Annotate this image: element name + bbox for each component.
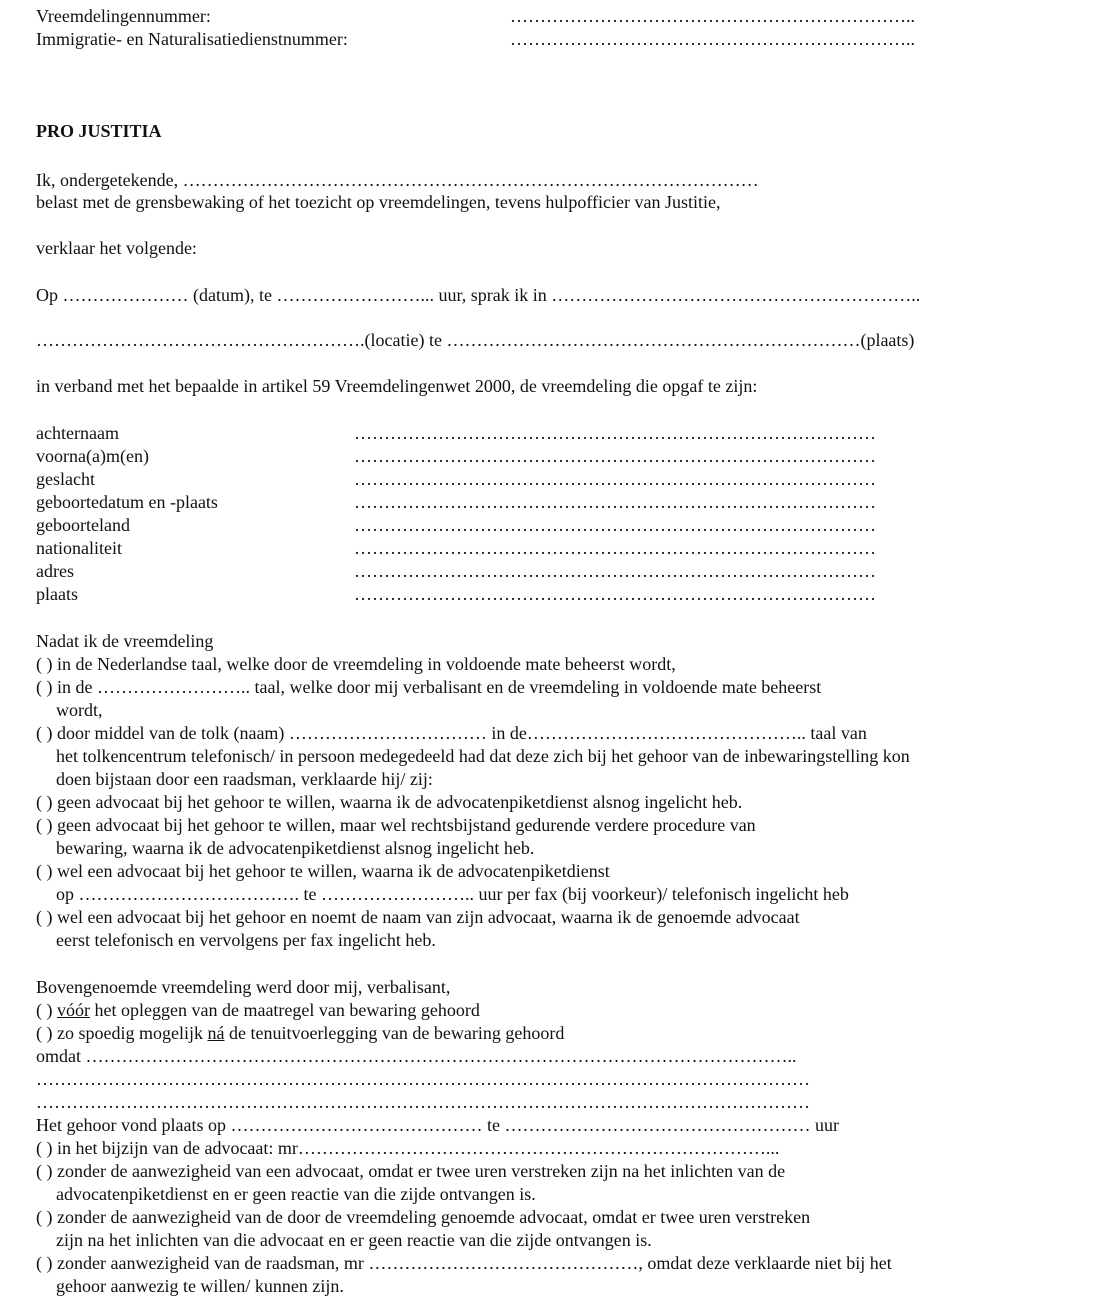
language-intro: Nadat ik de vreemdeling — [36, 631, 214, 651]
lawyer-option-later[interactable]: ( ) geen advocaat bij het gehoor te willen, maar wel rechtsbijstand gedurende verdere procedure van — [36, 815, 756, 835]
field-label-vreemdelingennummer: Vreemdelingennummer: — [36, 6, 211, 26]
hearing-option-counsel-declined-cont: gehoor aanwezig te willen/ kunnen zijn. — [56, 1276, 344, 1296]
hearing-intro: Bovengenoemde vreemdeling werd door mij, verbalisant, — [36, 977, 451, 997]
language-option-other-cont: wordt, — [56, 700, 103, 720]
personal-value[interactable]: …………………………………………………………………………… — [354, 423, 876, 443]
option-text: het opleggen van de maatregel van bewaring gehoord — [90, 1000, 480, 1020]
personal-label: nationaliteit — [36, 538, 122, 558]
field-value-ind-nummer[interactable]: ………………………………………………………….. — [510, 29, 915, 49]
language-declaration: doen bijstaan door een raadsman, verklaarde hij/ zij: — [56, 769, 433, 789]
document-title: PRO JUSTITIA — [36, 121, 162, 141]
lawyer-option-named-cont: eerst telefonisch en vervolgens per fax ingelicht heb. — [56, 930, 436, 950]
hearing-datetime[interactable]: Het gehoor vond plaats op …………………………………… te …………………………………………… uur — [36, 1115, 839, 1135]
lawyer-option-piket[interactable]: ( ) wel een advocaat bij het gehoor te willen, waarna ik de advocatenpiketdienst — [36, 861, 610, 881]
emphasis-before: vóór — [57, 1000, 90, 1020]
personal-value[interactable]: …………………………………………………………………………… — [354, 561, 876, 581]
personal-label: plaats — [36, 584, 78, 604]
personal-label: geslacht — [36, 469, 95, 489]
intro-article: in verband met het bepaalde in artikel 59 Vreemdelingenwet 2000, de vreemdeling die opgaf te zijn: — [36, 376, 758, 396]
option-text: ( ) zo spoedig mogelijk — [36, 1023, 208, 1043]
personal-value[interactable]: …………………………………………………………………………… — [354, 515, 876, 535]
lawyer-option-piket-cont: op ………………………………. te …………………….. uur per fax (bij voorkeur)/ telefonisch ingelicht heb — [56, 884, 849, 904]
option-marker: ( ) — [36, 1000, 57, 1020]
personal-label: adres — [36, 561, 74, 581]
hearing-option-named-absent[interactable]: ( ) zonder de aanwezigheid van de door de vreemdeling genoemde advocaat, omdat er twee uren verstreken — [36, 1207, 811, 1227]
hearing-option-after[interactable] — [36, 1022, 564, 1045]
field-label-ind-nummer: Immigratie- en Naturalisatiedienstnummer: — [36, 29, 348, 49]
personal-value[interactable]: …………………………………………………………………………… — [354, 584, 876, 604]
hearing-option-no-lawyer-cont: advocatenpiketdienst en er geen reactie van die zijde ontvangen is. — [56, 1184, 536, 1204]
language-option-dutch[interactable]: ( ) in de Nederlandse taal, welke door de vreemdeling in voldoende mate beheerst wordt, — [36, 654, 676, 674]
option-text: de tenuitvoerlegging van de bewaring gehoord — [224, 1023, 565, 1043]
intro-location: ……………………………………………….(locatie) te ……………………………………………………………(plaats) — [36, 330, 915, 350]
personal-label: geboorteland — [36, 515, 130, 535]
hearing-reason-line[interactable]: ………………………………………………………………………………………………………………… — [36, 1069, 810, 1089]
language-option-interpreter-cont: het tolkencentrum telefonisch/ in persoon medegedeeld had dat deze zich bij het gehoor van de inbewaringstelling kon — [56, 746, 910, 766]
hearing-option-no-lawyer[interactable]: ( ) zonder de aanwezigheid van een advocaat, omdat er twee uren verstreken zijn na het inlichten van de — [36, 1161, 786, 1181]
personal-value[interactable]: …………………………………………………………………………… — [354, 446, 876, 466]
hearing-reason[interactable]: omdat ……………………………………………………………………………………………………….. — [36, 1046, 797, 1066]
intro-role: belast met de grensbewaking of het toezicht op vreemdelingen, tevens hulpofficier van Justitie, — [36, 192, 721, 212]
hearing-reason-line[interactable]: ………………………………………………………………………………………………………………… — [36, 1092, 810, 1112]
lawyer-option-named[interactable]: ( ) wel een advocaat bij het gehoor en noemt de naam van zijn advocaat, waarna ik de genoemde advocaat — [36, 907, 800, 927]
field-value-vreemdelingennummer[interactable]: ………………………………………………………….. — [510, 6, 915, 26]
hearing-option-counsel-declined[interactable]: ( ) zonder aanwezigheid van de raadsman, mr ………………………………………, omdat deze verklaarde niet bij het — [36, 1253, 892, 1273]
personal-value[interactable]: …………………………………………………………………………… — [354, 492, 876, 512]
intro-date-time: Op ………………… (datum), te ……………………... uur, sprak ik in …………………………………………………….. — [36, 285, 921, 305]
personal-label: geboortedatum en -plaats — [36, 492, 218, 512]
language-option-other[interactable]: ( ) in de …………………….. taal, welke door mij verbalisant en de vreemdeling in voldoende mate beheerst — [36, 677, 822, 697]
lawyer-option-none[interactable]: ( ) geen advocaat bij het gehoor te willen, waarna ik de advocatenpiketdienst alsnog ingelicht heb. — [36, 792, 743, 812]
intro-undersigned: Ik, ondergetekende, …………………………………………………………………………………… — [36, 170, 759, 190]
hearing-option-named-absent-cont: zijn na het inlichten van die advocaat en er geen reactie van die zijde ontvangen is. — [56, 1230, 652, 1250]
emphasis-after: ná — [207, 1023, 225, 1043]
personal-value[interactable]: …………………………………………………………………………… — [354, 538, 876, 558]
intro-declare: verklaar het volgende: — [36, 238, 197, 258]
personal-label: achternaam — [36, 423, 119, 443]
personal-label: voorna(a)m(en) — [36, 446, 149, 466]
lawyer-option-later-cont: bewaring, waarna ik de advocatenpiketdienst alsnog ingelicht heb. — [56, 838, 535, 858]
hearing-option-lawyer-present[interactable]: ( ) in het bijzijn van de advocaat: mr……………………………………………………………………... — [36, 1138, 780, 1158]
language-option-interpreter[interactable]: ( ) door middel van de tolk (naam) …………………………… in de……………………………………….. taal van — [36, 723, 867, 743]
personal-value[interactable]: …………………………………………………………………………… — [354, 469, 876, 489]
hearing-option-before[interactable] — [36, 999, 480, 1022]
